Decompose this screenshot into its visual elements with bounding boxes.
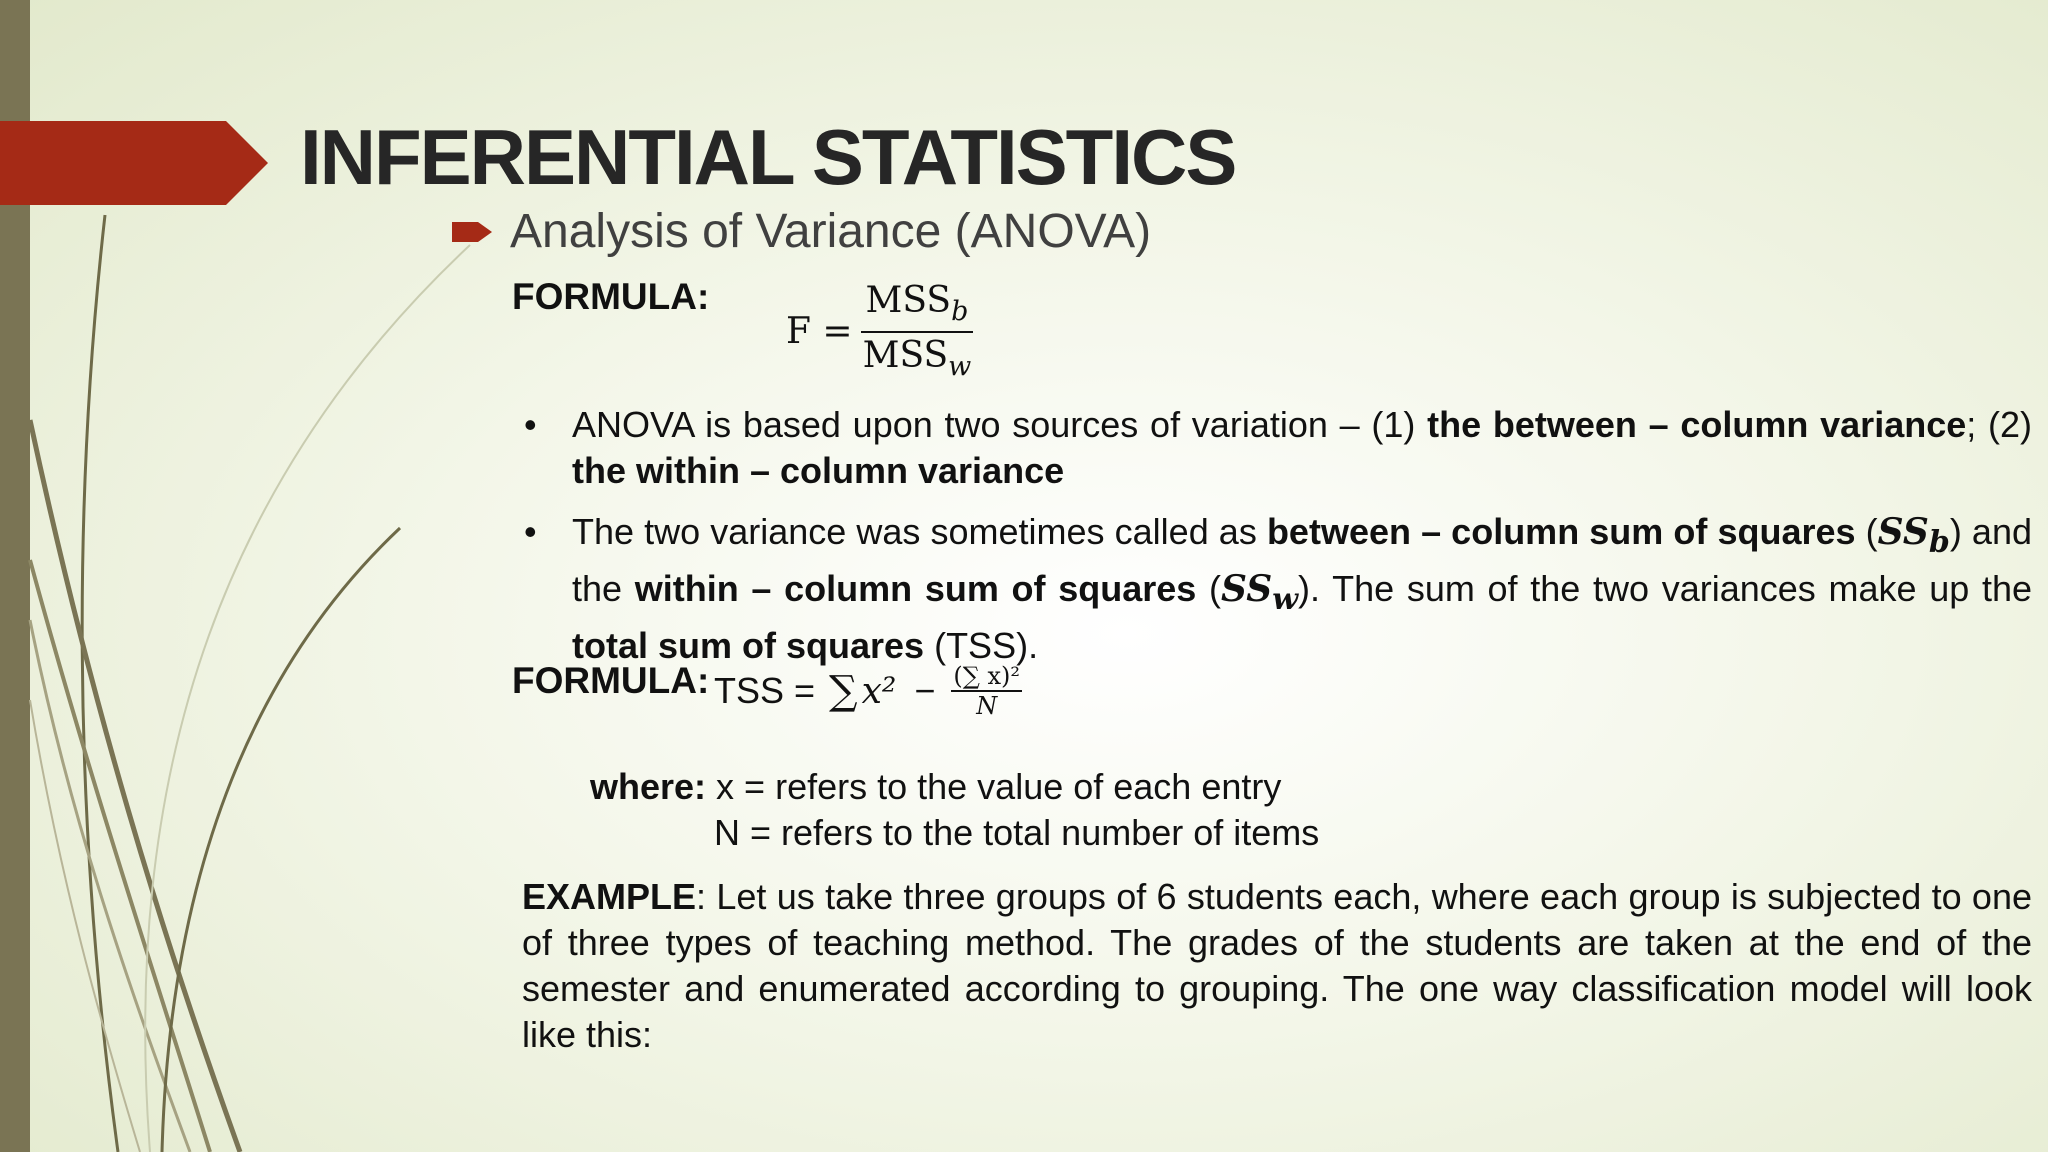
subtitle-row [452, 204, 1151, 259]
example-text: : Let us take three groups of 6 students each, where each group is subjected to one of three types of teaching method. The grades of the students are taken at the end of the semester and enumerated according to grouping. The one way classification model will look like this: [522, 876, 2032, 1055]
f-denominator: MSS [862, 335, 949, 377]
bullet-bold-text: total sum of squares [572, 625, 925, 667]
f-numerator-sub: b [951, 296, 969, 328]
slide-subtitle: Analysis of Variance (ANOVA) [510, 205, 1152, 258]
bullet-item [520, 402, 2032, 494]
bullet-dot: • [524, 404, 537, 445]
formula-label-1: FORMULA: [512, 276, 710, 317]
ssb-subscript: b [1928, 525, 1950, 561]
tss-lhs: TSS = [714, 670, 816, 711]
tss-formula [714, 662, 1022, 720]
tss-denominator: N [976, 692, 998, 720]
bullet-item [520, 509, 2032, 669]
f-fraction [861, 280, 974, 382]
tss-numerator: (∑ x)² [953, 662, 1021, 690]
example-label: EXAMPLE [522, 876, 697, 917]
fraction-bar [861, 331, 974, 333]
f-ratio-formula [786, 280, 973, 382]
example-paragraph [522, 874, 2032, 1058]
bullet-text: ; (2) [1966, 404, 2032, 445]
bullet-text: ) and the [572, 511, 2032, 610]
bullet-text: ). The sum of the two variances make up the [1298, 568, 2032, 610]
formula-label-2: FORMULA: [512, 660, 710, 701]
bullet-list [520, 402, 2032, 684]
where-line-2: N = refers to the total number of items [714, 812, 1320, 853]
bullet-text: ( [1196, 568, 1221, 610]
arrow-bullet-icon [452, 217, 492, 247]
ssw-subscript: w [1272, 582, 1299, 618]
tss-fraction [951, 662, 1022, 720]
bullet-bold-text: the between – column variance [1427, 404, 1967, 445]
bullet-bold-text: the within – column variance [572, 450, 1065, 491]
ssb-symbol: SS [1877, 511, 1929, 553]
f-numerator: MSS [865, 280, 952, 321]
bullet-bold-text: between – column sum of squares [1266, 511, 1856, 552]
bullet-text: ANOVA is based upon two sources of variation – (1) [572, 404, 1428, 445]
f-denominator-sub: w [948, 351, 972, 383]
minus-sign: − [914, 670, 936, 711]
bullet-text: (TSS). [924, 625, 1039, 667]
where-label: where: [590, 766, 707, 807]
slide-title: INFERENTIAL STATISTICS [300, 113, 1236, 201]
where-line-1 [590, 764, 1319, 810]
sigma-symbol: ∑ [829, 668, 858, 714]
bullet-bold-text: within – column sum of squares [634, 568, 1197, 610]
title-arrow-shape [0, 121, 268, 205]
where-block [590, 764, 1319, 856]
where-text-1: x = refers to the value of each entry [706, 766, 1282, 807]
x-squared: x² [861, 670, 897, 712]
ssw-symbol: SS [1221, 568, 1273, 611]
formula-lhs: F = [786, 310, 853, 352]
bullet-text: The two variance was sometimes called as [572, 511, 1267, 552]
bullet-text: ( [1855, 511, 1878, 552]
bullet-dot: • [524, 511, 537, 552]
